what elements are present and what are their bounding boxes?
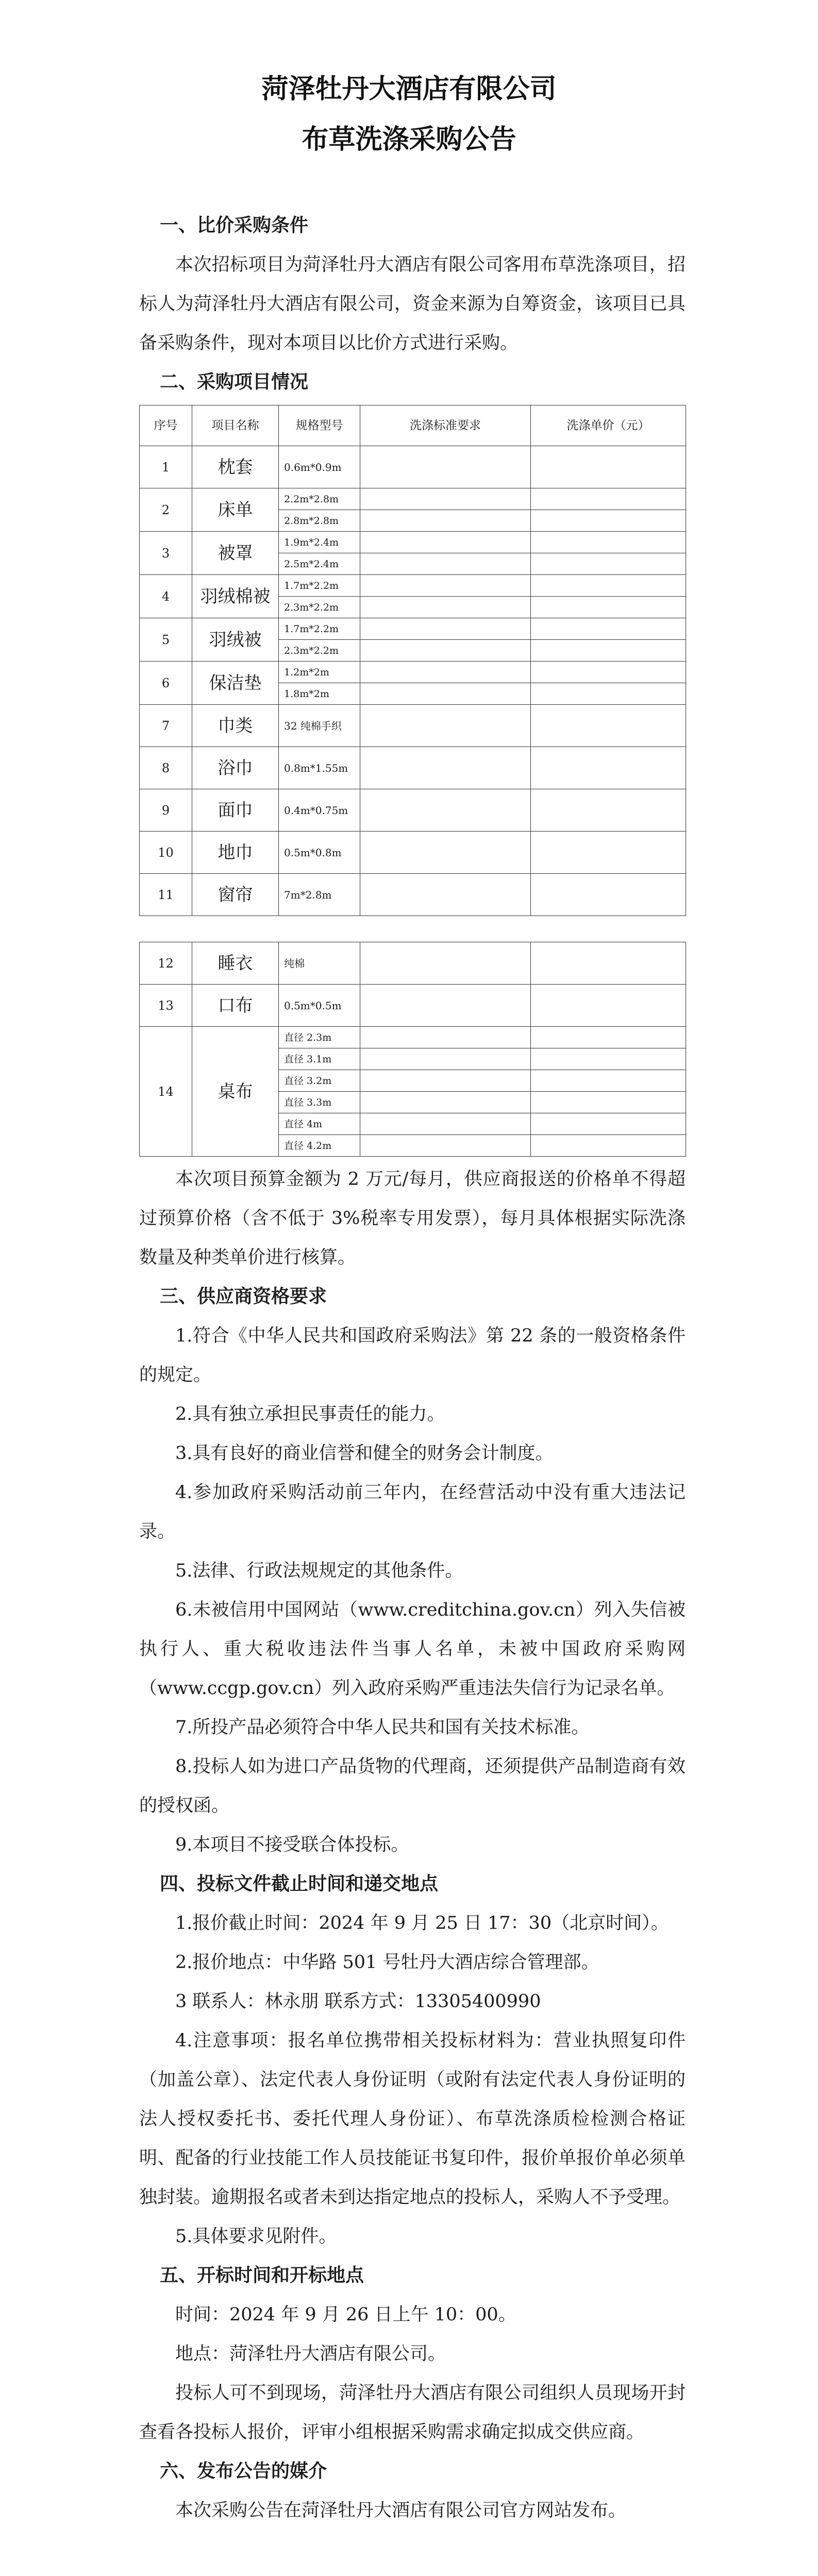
opening-list <box>139 2295 686 2452</box>
table-header-cell: 序号 <box>140 405 192 446</box>
unit-price-cell <box>531 874 686 916</box>
unit-price-cell <box>531 532 686 553</box>
item-number: 3 <box>140 532 192 575</box>
item-name: 枕套 <box>192 446 279 488</box>
washing-standard-cell <box>360 832 531 874</box>
unit-price-cell <box>531 597 686 618</box>
table-row <box>140 1027 686 1048</box>
section-6-paragraph: 本次采购公告在菏泽牡丹大酒店有限公司官方网站发布。 <box>175 2500 627 2521</box>
table-row <box>140 575 686 597</box>
table-header-cell: 规格型号 <box>279 405 360 446</box>
item-spec: 2.5m*2.4m <box>279 553 360 575</box>
item-spec: 2.3m*2.2m <box>279 597 360 618</box>
item-number: 2 <box>140 488 192 532</box>
unit-price-cell <box>531 662 686 683</box>
unit-price-cell <box>531 789 686 832</box>
opening-item: 投标人可不到现场，菏泽牡丹大酒店有限公司组织人员现场开封查看各投标人报价，评审小组根据采购需求确定拟成交供应商。 <box>139 2383 686 2443</box>
table-header-cell: 洗涤单价（元） <box>531 405 686 446</box>
unit-price-cell <box>531 942 686 985</box>
qualification-item: 2.具有独立承担民事责任的能力。 <box>175 1404 445 1425</box>
deadline-item: 5.具体要求见附件。 <box>175 2226 337 2247</box>
item-spec: 2.2m*2.8m <box>279 488 360 510</box>
unit-price-cell <box>531 510 686 532</box>
item-number: 9 <box>140 789 192 832</box>
washing-standard-cell <box>360 1070 531 1092</box>
item-spec: 直径 4m <box>279 1113 360 1135</box>
washing-standard-cell <box>360 597 531 618</box>
item-name: 被罩 <box>192 532 279 575</box>
item-name: 浴巾 <box>192 747 279 789</box>
item-name: 面巾 <box>192 789 279 832</box>
item-name: 床单 <box>192 488 279 532</box>
unit-price-cell <box>531 618 686 640</box>
company-title: 菏泽牡丹大酒店有限公司 <box>261 74 557 105</box>
item-spec: 直径 3.3m <box>279 1092 360 1113</box>
table-row <box>140 446 686 488</box>
unit-price-cell <box>531 1135 686 1157</box>
item-name: 地巾 <box>192 832 279 874</box>
item-spec: 2.3m*2.2m <box>279 640 360 662</box>
item-number: 6 <box>140 662 192 705</box>
washing-standard-cell <box>360 510 531 532</box>
section-3-heading: 三、供应商资格要求 <box>160 1286 327 1307</box>
item-number: 5 <box>140 618 192 662</box>
item-name: 巾类 <box>192 705 279 747</box>
item-spec: 1.8m*2m <box>279 683 360 705</box>
washing-standard-cell <box>360 1113 531 1135</box>
washing-standard-cell <box>360 747 531 789</box>
item-spec: 直径 3.2m <box>279 1070 360 1092</box>
item-spec: 0.5m*0.8m <box>279 832 360 874</box>
item-spec: 1.7m*2.2m <box>279 575 360 597</box>
unit-price-cell <box>531 1070 686 1092</box>
item-number: 11 <box>140 874 192 916</box>
item-name: 窗帘 <box>192 874 279 916</box>
section-1-paragraph: 本次招标项目为菏泽牡丹大酒店有限公司客用布草洗涤项目，招标人为菏泽牡丹大酒店有限公司，资金来源为自筹资金，该项目已具备采购条件，现对本项目以比价方式进行采购。 <box>139 255 686 353</box>
opening-item: 时间：2024 年 9 月 26 日上午 10：00。 <box>175 2304 516 2325</box>
procurement-table-b <box>139 942 686 1157</box>
item-name: 口布 <box>192 985 279 1027</box>
qualification-list <box>139 1316 686 1865</box>
washing-standard-cell <box>360 1048 531 1070</box>
item-number: 13 <box>140 985 192 1027</box>
washing-standard-cell <box>360 1027 531 1048</box>
washing-standard-cell <box>360 683 531 705</box>
unit-price-cell <box>531 832 686 874</box>
deadline-item: 1.报价截止时间：2024 年 9 月 25 日 17：30（北京时间）。 <box>175 1913 669 1934</box>
item-name: 桌布 <box>192 1027 279 1157</box>
item-spec: 直径 2.3m <box>279 1027 360 1048</box>
item-number: 4 <box>140 575 192 618</box>
washing-standard-cell <box>360 618 531 640</box>
table-header-row <box>140 405 686 446</box>
table-row <box>140 705 686 747</box>
deadline-item: 3 联系人：林永朋 联系方式：13305400990 <box>175 1991 541 2012</box>
section-5-heading: 五、开标时间和开标地点 <box>160 2265 364 2286</box>
deadline-list <box>139 1904 686 2256</box>
item-number: 12 <box>140 942 192 985</box>
washing-standard-cell <box>360 488 531 510</box>
notice-body <box>139 206 686 2530</box>
qualification-item: 7.所投产品必须符合中华人民共和国有关技术标准。 <box>175 1717 590 1738</box>
procurement-table-a <box>139 405 686 916</box>
deadline-item: 2.报价地点：中华路 501 号牡丹大酒店综合管理部。 <box>175 1952 599 1973</box>
washing-standard-cell <box>360 985 531 1027</box>
item-spec: 2.8m*2.8m <box>279 510 360 532</box>
unit-price-cell <box>531 1048 686 1070</box>
notice-title: 布草洗涤采购公告 <box>302 124 516 155</box>
table-header-cell: 项目名称 <box>192 405 279 446</box>
table-row <box>140 942 686 985</box>
item-name: 保洁垫 <box>192 662 279 705</box>
unit-price-cell <box>531 640 686 662</box>
item-name: 羽绒棉被 <box>192 575 279 618</box>
item-spec: 0.6m*0.9m <box>279 446 360 488</box>
table-row <box>140 832 686 874</box>
unit-price-cell <box>531 575 686 597</box>
unit-price-cell <box>531 683 686 705</box>
item-spec: 1.2m*2m <box>279 662 360 683</box>
opening-item: 地点：菏泽牡丹大酒店有限公司。 <box>175 2344 446 2364</box>
table-row <box>140 985 686 1027</box>
unit-price-cell <box>531 1092 686 1113</box>
table-row <box>140 789 686 832</box>
item-spec: 直径 3.1m <box>279 1048 360 1070</box>
budget-paragraph: 本次项目预算金额为 2 万元/每月，供应商报送的价格单不得超过预算价格（含不低于 3%税率专用发票），每月具体根据实际洗涤数量及种类单价进行核算。 <box>139 1169 686 1268</box>
item-spec: 1.7m*2.2m <box>279 618 360 640</box>
washing-standard-cell <box>360 874 531 916</box>
item-spec: 直径 4.2m <box>279 1135 360 1157</box>
table-row <box>140 488 686 510</box>
qualification-item: 6.未被信用中国网站（www.creditchina.gov.cn）列入失信被执行人、重大税收违法件当事人名单，未被中国政府采购网（www.ccgp.gov.cn）列入政府采购严重违法失信行为记录名单。 <box>139 1600 686 1699</box>
qualification-item: 1.符合《中华人民共和国政府采购法》第 22 条的一般资格条件的规定。 <box>139 1326 686 1385</box>
item-spec: 0.4m*0.75m <box>279 789 360 832</box>
item-spec: 32 纯棉手织 <box>279 705 360 747</box>
washing-standard-cell <box>360 1135 531 1157</box>
item-number: 7 <box>140 705 192 747</box>
table-row <box>140 747 686 789</box>
washing-standard-cell <box>360 942 531 985</box>
unit-price-cell <box>531 553 686 575</box>
unit-price-cell <box>531 1113 686 1135</box>
washing-standard-cell <box>360 640 531 662</box>
qualification-item: 9.本项目不接受联合体投标。 <box>175 1835 409 1855</box>
unit-price-cell <box>531 747 686 789</box>
qualification-item: 8.投标人如为进口产品货物的代理商，还须提供产品制造商有效的授权函。 <box>139 1756 686 1816</box>
table-row <box>140 618 686 640</box>
washing-standard-cell <box>360 1092 531 1113</box>
washing-standard-cell <box>360 662 531 683</box>
qualification-item: 5.法律、行政法规规定的其他条件。 <box>175 1561 463 1581</box>
item-number: 10 <box>140 832 192 874</box>
table-row <box>140 532 686 553</box>
item-number: 14 <box>140 1027 192 1157</box>
unit-price-cell <box>531 488 686 510</box>
section-1-heading: 一、比价采购条件 <box>160 215 309 236</box>
table-row <box>140 662 686 683</box>
washing-standard-cell <box>360 446 531 488</box>
washing-standard-cell <box>360 575 531 597</box>
qualification-item: 3.具有良好的商业信誉和健全的财务会计制度。 <box>175 1443 554 1464</box>
unit-price-cell <box>531 985 686 1027</box>
item-number: 8 <box>140 747 192 789</box>
item-name: 睡衣 <box>192 942 279 985</box>
table-header-cell: 洗涤标准要求 <box>360 405 531 446</box>
item-spec: 7m*2.8m <box>279 874 360 916</box>
item-spec: 纯棉 <box>279 942 360 985</box>
washing-standard-cell <box>360 532 531 553</box>
item-name: 羽绒被 <box>192 618 279 662</box>
item-number: 1 <box>140 446 192 488</box>
section-4-heading: 四、投标文件截止时间和递交地点 <box>160 1873 439 1894</box>
item-spec: 0.5m*0.5m <box>279 985 360 1027</box>
table-row <box>140 874 686 916</box>
washing-standard-cell <box>360 705 531 747</box>
deadline-item: 4.注意事项：报名单位携带相关投标材料为：营业执照复印件（加盖公章）、法定代表人身份证明（或附有法定代表人身份证明的法人授权委托书、委托代理人身份证）、布草洗涤质检检测合格证明、配备的行业技能工作人员技能证书复印件，报价单报价单必须单独封装。逾期报名或者未到达指定地点的投标人，采购人不予受理。 <box>139 2030 686 2208</box>
section-6-heading: 六、发布公告的媒介 <box>160 2461 327 2482</box>
item-spec: 1.9m*2.4m <box>279 532 360 553</box>
washing-standard-cell <box>360 553 531 575</box>
unit-price-cell <box>531 705 686 747</box>
unit-price-cell <box>531 1027 686 1048</box>
washing-standard-cell <box>360 789 531 832</box>
qualification-item: 4.参加政府采购活动前三年内，在经营活动中没有重大违法记录。 <box>139 1482 686 1542</box>
item-spec: 0.8m*1.55m <box>279 747 360 789</box>
unit-price-cell <box>531 446 686 488</box>
section-2-heading: 二、采购项目情况 <box>160 371 309 393</box>
